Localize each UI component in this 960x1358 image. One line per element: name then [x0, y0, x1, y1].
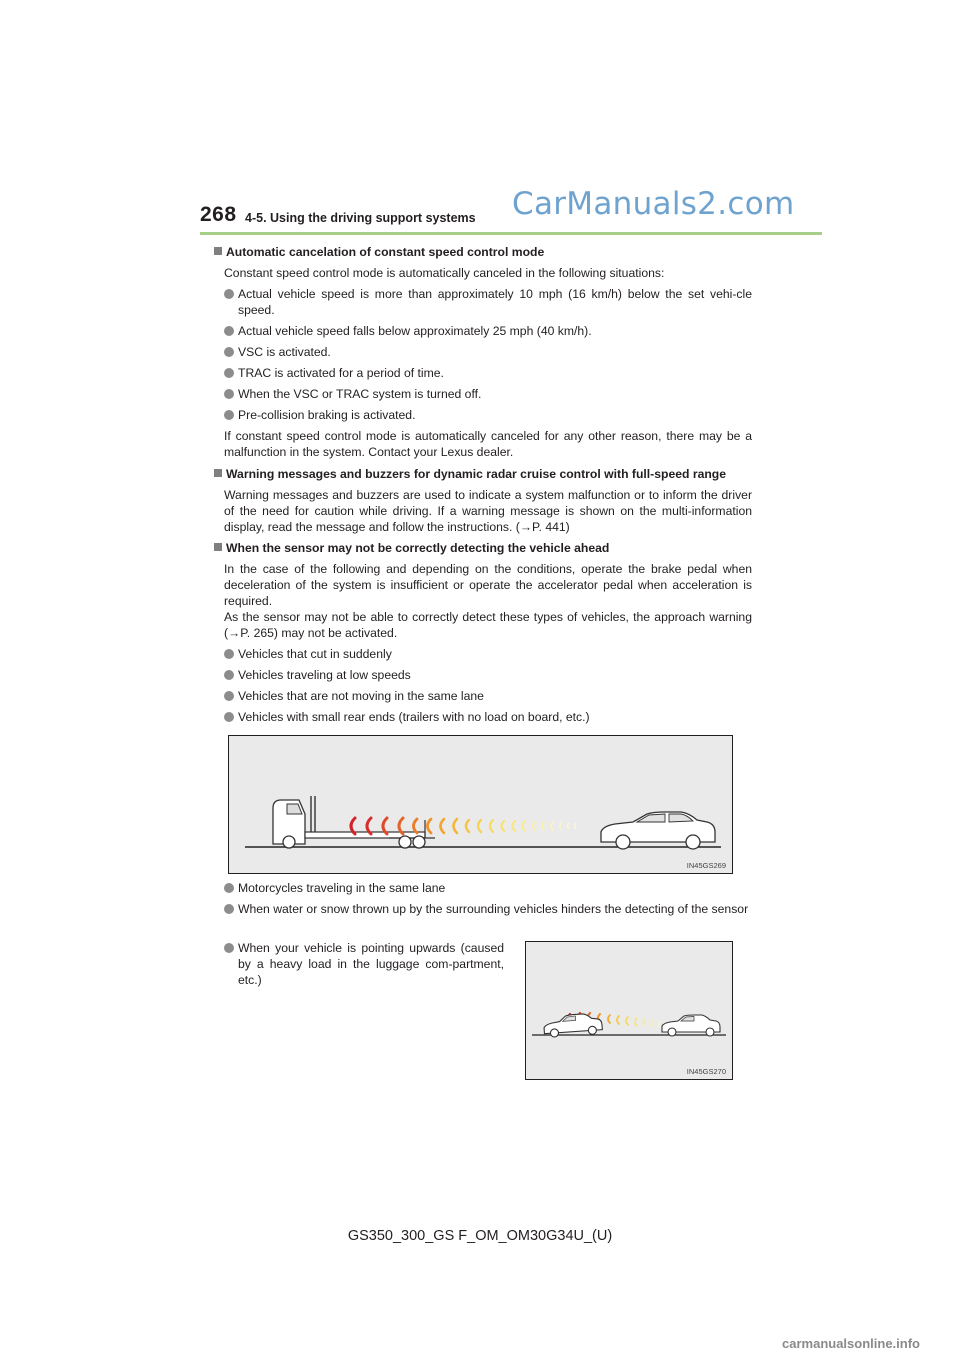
bullet-dot-icon [224, 943, 234, 953]
bullet-dot-icon [224, 904, 234, 914]
bullet-dot-icon [224, 410, 234, 420]
list-item: When your vehicle is pointing upwards (caused by a heavy load in the luggage com-partment, etc.) [224, 940, 504, 988]
paragraph: In the case of the following and depending on the conditions, operate the brake pedal when deceleration of the system is insufficient or operate the accelerator pedal when acceleration is required. [224, 562, 752, 608]
bullet-dot-icon [224, 389, 234, 399]
list-item: TRAC is activated for a period of time. [224, 365, 752, 381]
figure-trailer-detection [228, 735, 733, 874]
figure-vehicle-pointing-upwards [525, 941, 733, 1080]
page-number: 268 [200, 203, 237, 226]
section-sensor-detection-continued [214, 880, 752, 917]
bullet-dot-icon [224, 649, 234, 659]
header-rule [200, 232, 822, 235]
paragraph: Constant speed control mode is automatically canceled in the following situations: [224, 266, 665, 280]
bullet-dot-icon [224, 368, 234, 378]
list-item: Pre-collision braking is activated. [224, 407, 752, 423]
square-bullet-icon [214, 543, 222, 551]
list-item: Actual vehicle speed is more than approximately 10 mph (16 km/h) below the set vehi-cle speed. [224, 286, 752, 318]
section-warning-messages [214, 466, 752, 535]
section-sensor-detection [214, 540, 752, 725]
section-heading: When the sensor may not be correctly detecting the vehicle ahead [214, 540, 752, 556]
list-item: Motorcycles traveling in the same lane [224, 880, 752, 896]
list-item: Vehicles traveling at low speeds [224, 667, 752, 683]
section-title: 4-5. Using the driving support systems [245, 211, 476, 225]
figure-code: IN45GS269 [686, 861, 726, 870]
section-heading: Warning messages and buzzers for dynamic radar cruise control with full-speed range [214, 466, 752, 482]
figure-code: IN45GS270 [686, 1067, 726, 1076]
bullet-dot-icon [224, 670, 234, 680]
section-heading: Automatic cancelation of constant speed control mode [214, 244, 752, 260]
document-code: GS350_300_GS F_OM_OM30G34U_(U) [347, 1228, 613, 1244]
paragraph: As the sensor may not be able to correctly detect these types of vehicles, the approach warning (→P. 265) may not be activated. [224, 610, 752, 640]
watermark-footer: carmanualsonline.info [782, 1336, 920, 1351]
square-bullet-icon [214, 469, 222, 477]
section-auto-cancel [214, 244, 752, 460]
list-item: VSC is activated. [224, 344, 752, 360]
list-item: Vehicles that cut in suddenly [224, 646, 752, 662]
bullet-dot-icon [224, 712, 234, 722]
square-bullet-icon [214, 247, 222, 255]
section-upward-pointing [214, 940, 504, 988]
paragraph: Warning messages and buzzers are used to indicate a system malfunction or to inform the driver of the need for caution while driving. If a warning message is shown on the multi-information display, read the message and follow the instructions. (→P. 441) [224, 488, 752, 534]
bullet-dot-icon [224, 347, 234, 357]
list-item: Vehicles that are not moving in the same lane [224, 688, 752, 704]
bullet-dot-icon [224, 691, 234, 701]
bullet-dot-icon [224, 883, 234, 893]
watermark-logo: CarManuals2.com [512, 186, 795, 222]
list-item: Actual vehicle speed falls below approximately 25 mph (40 km/h). [224, 323, 752, 339]
bullet-dot-icon [224, 326, 234, 336]
list-item: When the VSC or TRAC system is turned off. [224, 386, 752, 402]
paragraph: If constant speed control mode is automatically canceled for any other reason, there may be a malfunction in the system. Contact your Lexus dealer. [224, 429, 752, 459]
list-item: When water or snow thrown up by the surrounding vehicles hinders the detecting of the sensor [224, 901, 752, 917]
bullet-dot-icon [224, 289, 234, 299]
list-item: Vehicles with small rear ends (trailers with no load on board, etc.) [224, 709, 752, 725]
